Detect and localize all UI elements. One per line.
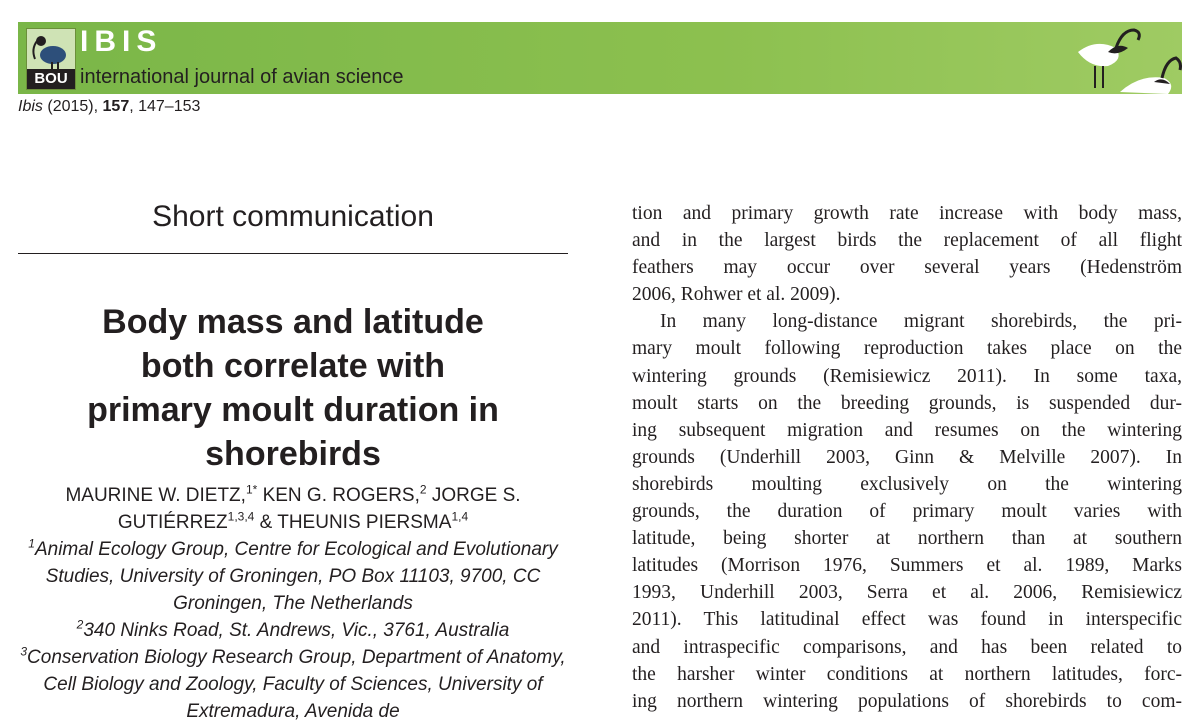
author-name: MAURINE W. DIETZ, [65, 485, 246, 506]
article-title [18, 300, 568, 476]
journal-banner [18, 22, 1182, 94]
bou-text: BOU [27, 69, 75, 89]
body-line: mary moult following reproduction takes place on the [632, 338, 1182, 360]
author-affiliation-mark: 1,4 [451, 509, 469, 524]
body-line: feathers may occur over several years (Hedenström [632, 257, 1182, 279]
author-name: JORGE S. GUTIÉRREZ [117, 485, 521, 533]
body-line: ing subsequent migration and resumes on the wintering [632, 419, 1182, 441]
citation-pages: , 147–153 [129, 98, 201, 115]
body-line: ing northern wintering populations of shorebirds to com- [632, 690, 1182, 712]
body-line: latitudes (Morrison 1976, Summers et al. 1989, Marks [632, 555, 1182, 577]
body-line: and in the largest birds the replacement of all flight [632, 230, 1182, 252]
affiliation-item [18, 617, 568, 644]
body-line: latitude, being shorter at northern than at southern [632, 528, 1182, 550]
body-line: grounds, the duration of primary moult varies with [632, 501, 1182, 523]
bou-logo [26, 28, 76, 90]
title-line: shorebirds [205, 435, 381, 473]
author-name: KEN G. ROGERS, [257, 485, 420, 506]
affiliation-item [18, 536, 568, 617]
ibis-bird-logo-icon [27, 29, 75, 69]
body-line: wintering grounds (Remisiewicz 2011). In some taxa, [632, 365, 1182, 387]
ibis-birds-illustration-icon [1058, 22, 1182, 94]
journal-name: IBIS [80, 25, 163, 58]
affiliation-text: Conservation Biology Research Group, Department of Anatomy, Cell Biology and Zoology, Faculty of Sciences, University of Extremadura, Avenida de [27, 647, 566, 722]
title-line: primary moult duration in [87, 391, 499, 429]
affiliation-text: Animal Ecology Group, Centre for Ecological and Evolutionary Studies, University of Groningen, PO Box 11103, 9700, CC Groningen, The Netherlands [34, 539, 558, 614]
body-line: In many long-distance migrant shorebirds, the pri- [660, 311, 1182, 333]
body-line: moult starts on the breeding grounds, is suspended dur- [632, 392, 1182, 414]
body-line: the harsher winter conditions at northern latitudes, forc- [632, 663, 1182, 685]
body-line: and intraspecific comparisons, and has been related to [632, 636, 1182, 658]
author-affiliation-mark: 2 [419, 482, 427, 497]
body-line: shorebirds moulting exclusively on the wintering [632, 473, 1182, 495]
section-divider [18, 253, 568, 254]
author-name: & THEUNIS PIERSMA [254, 512, 452, 533]
author-affiliation-mark: 1 [245, 482, 253, 497]
affiliation-mark: 3 [20, 644, 28, 659]
title-line: both correlate with [140, 347, 446, 385]
body-line: 2011). This latitudinal effect was found in interspecific [632, 609, 1182, 631]
affiliation-mark: 2 [76, 617, 84, 632]
affiliations [18, 536, 568, 725]
author-list [18, 482, 568, 536]
affiliation-text: 340 Ninks Road, St. Andrews, Vic., 3761, Australia [83, 620, 510, 641]
citation-journal: Ibis [18, 98, 43, 115]
citation-year: (2015), [47, 98, 99, 115]
section-heading: Short communication [152, 200, 434, 233]
affiliation-mark: 1 [28, 536, 35, 551]
body-line: tion and primary growth rate increase with body mass, [632, 203, 1182, 224]
citation-line [18, 98, 200, 116]
body-line: grounds (Underhill 2003, Ginn & Melville 2007). In [632, 446, 1182, 468]
title-line: Body mass and latitude [102, 303, 484, 341]
corresponding-author-mark: * [252, 482, 258, 497]
journal-subtitle: international journal of avian science [80, 66, 404, 88]
body-line: 2006, Rohwer et al. 2009). [632, 284, 841, 306]
citation-volume: 157 [102, 98, 130, 115]
body-line: 1993, Underhill 2003, Serra et al. 2006, Remisiewicz [632, 582, 1182, 604]
body-text-column [632, 200, 1182, 715]
author-affiliation-mark: 1,3,4 [227, 509, 255, 524]
